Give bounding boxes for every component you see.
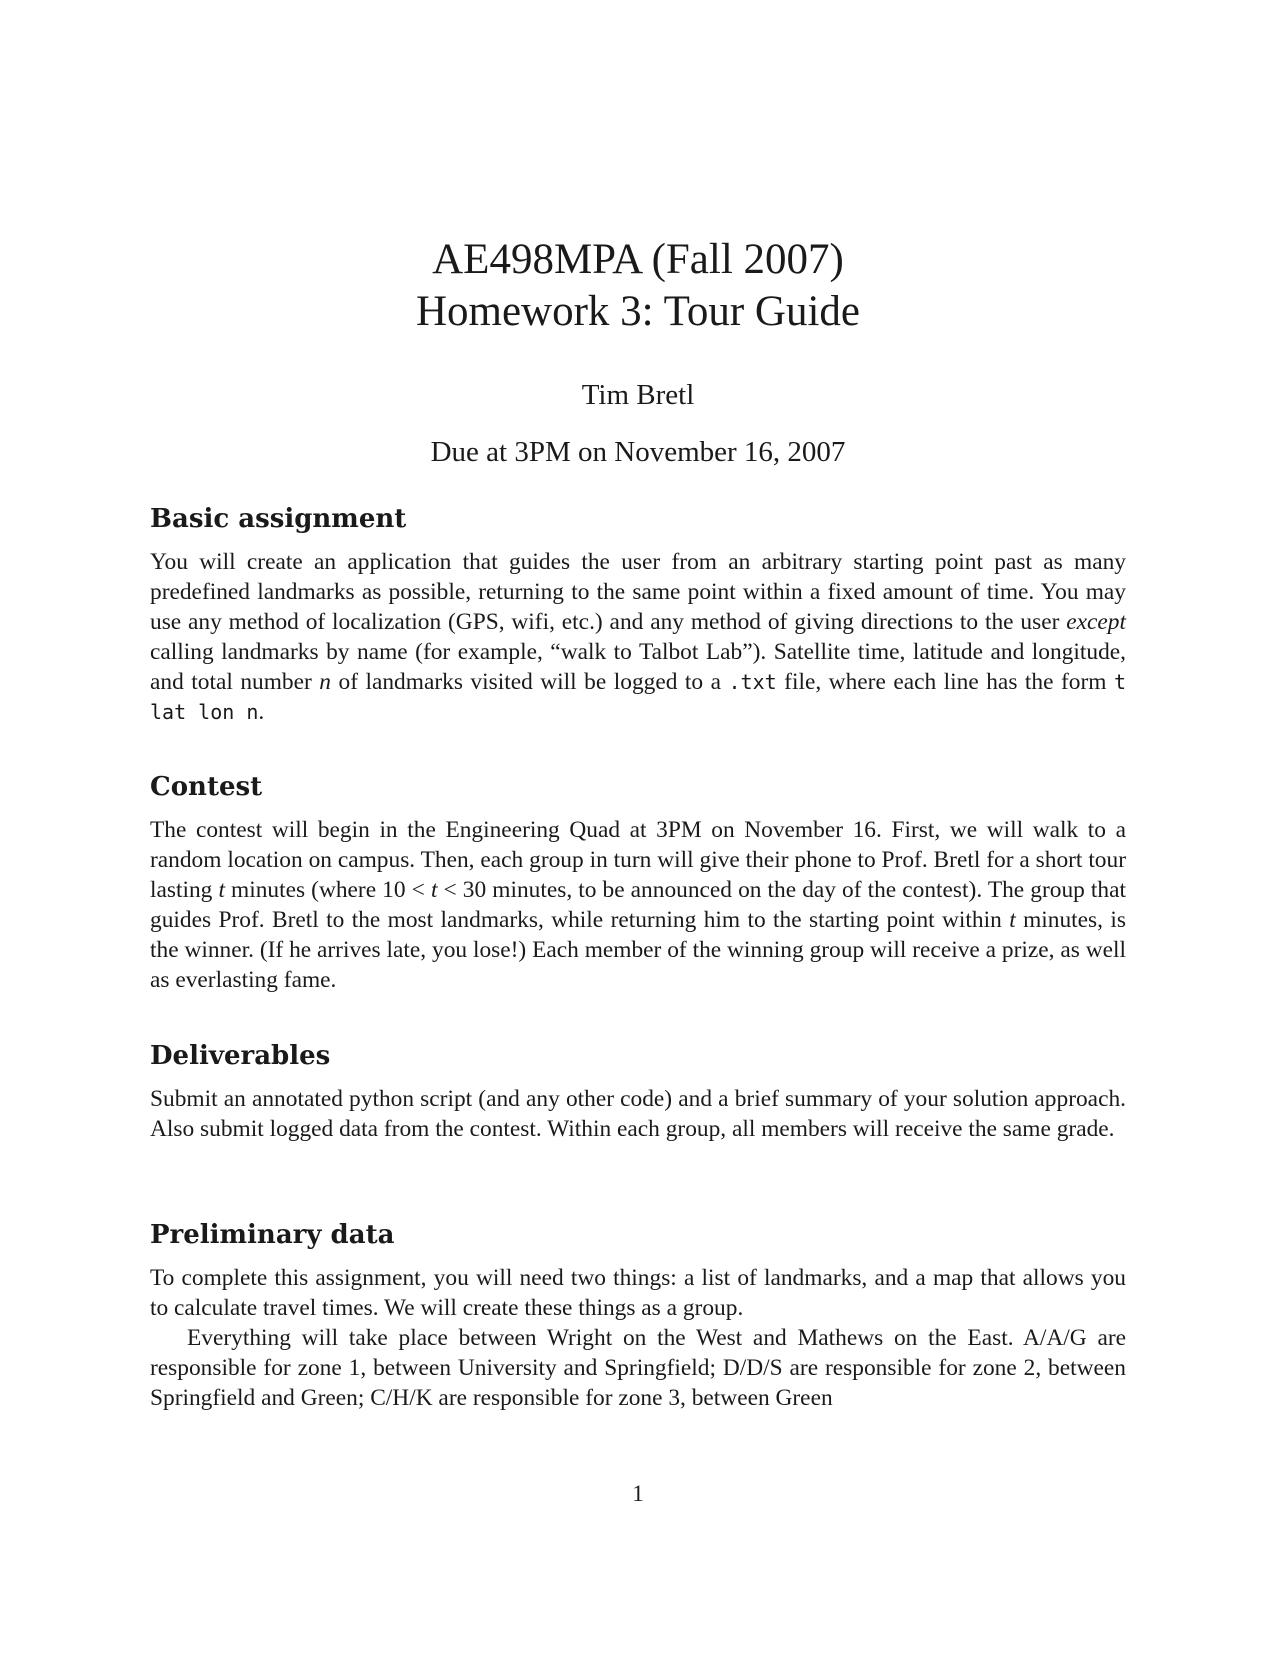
- text-run: .: [258, 699, 265, 725]
- section-heading: Deliverables: [150, 1041, 331, 1071]
- text-run: You will create an application that guides the user from an arbitrary starting point past as many predefined landmarks as possible, returning to the same point within a fixed amount of time. You may use any method of localization (GPS, wifi, etc.) and any method of giving directions to the user: [150, 549, 1126, 635]
- section-paragraph: [150, 547, 1126, 727]
- math-variable: t: [1009, 907, 1016, 933]
- text-run: < 30 minutes, to be announced on the day of the contest). The group that guides Prof. Bretl to the most landmarks, while returning him to the starting point within: [150, 877, 1126, 933]
- text-run: file, where each line has the form: [776, 669, 1114, 695]
- section-paragraph: [150, 815, 1126, 995]
- text-run: minutes (where 10 <: [224, 877, 431, 903]
- text-run: calling landmarks by name (for example, “walk to Talbot Lab”). Satellite time, latitude and longitude, and total number: [150, 639, 1126, 695]
- section-preliminary-data: [150, 1219, 1126, 1413]
- text-run: minutes, is the winner. (If he arrives late, you lose!) Each member of the winning group will receive a prize, as well as everlasting fame.: [150, 907, 1126, 993]
- author-name: Tim Bretl: [581, 379, 695, 411]
- section-contest: [150, 771, 1126, 995]
- section-basic-assignment: [150, 503, 1126, 727]
- text-run: The contest will begin in the Engineering Quad at 3PM on November 16. First, we will walk to a random location on campus. Then, each group in turn will give their phone to Prof. Bretl for a short tour lasting: [150, 817, 1126, 903]
- homework-title: Homework 3: Tour Guide: [415, 288, 861, 335]
- section-heading: Basic assignment: [150, 504, 407, 534]
- document-page: [150, 0, 1126, 1656]
- page-number: 1: [632, 1481, 644, 1506]
- section-paragraph: Submit an annotated python script (and any other code) and a brief summary of your solution approach. Also submit logged data from the contest. Within each group, all members will receive the same grade.: [150, 1086, 1126, 1142]
- math-variable: t: [430, 877, 438, 903]
- emphasis-text: except: [1066, 609, 1126, 635]
- title-block: [150, 234, 1126, 338]
- course-title: AE498MPA (Fall 2007): [432, 236, 844, 283]
- section-deliverables: [150, 1040, 1126, 1144]
- math-variable: n: [319, 669, 331, 695]
- section-paragraph: To complete this assignment, you will need two things: a list of landmarks, and a map that allows you to calculate travel times. We will create these things as a group.: [150, 1265, 1126, 1321]
- text-run: of landmarks visited will be logged to a: [331, 669, 729, 695]
- section-paragraph: Everything will take place between Wright on the West and Mathews on the East. A/A/G are responsible for zone 1, between University and Springfield; D/D/S are responsible for zone 2, between Springfield and Green; C/H/K are responsible for zone 3, between Green: [150, 1325, 1126, 1411]
- math-variable: t: [218, 877, 225, 903]
- code-text: .txt: [728, 670, 777, 694]
- due-date: Due at 3PM on November 16, 2007: [430, 436, 846, 468]
- section-heading: Preliminary data: [150, 1220, 395, 1250]
- code-text: t lat lon n: [150, 670, 1127, 724]
- section-heading: Contest: [150, 772, 263, 802]
